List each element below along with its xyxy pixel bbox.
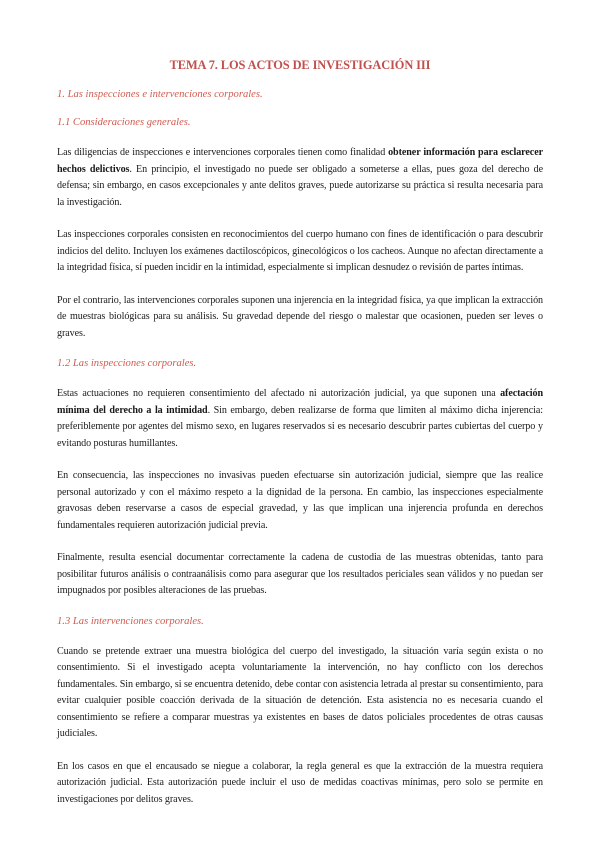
paragraph-2: Las inspecciones corporales consisten en reconocimientos del cuerpo humano con fines de identificación o para descubrir indicios del delito. Incluyen los exámenes dactiloscópicos, ginecológicos o los cacheos. Aunque no afectan directamente a la integridad física, sí pueden incidir en la intimidad, especialmente si implican desnudez o revisión de partes íntimas. — [57, 229, 543, 273]
paragraph-1-bold: obtener información para esclarecer hechos delictivos — [57, 147, 543, 175]
paragraph-1-text-a: Las diligencias de inspecciones e intervenciones corporales tienen como finalidad — [57, 147, 389, 158]
paragraph-4 — [57, 386, 543, 452]
section-heading-1-1: 1.1 Consideraciones generales. — [57, 117, 191, 128]
paragraph-7: Cuando se pretende extraer una muestra biológica del cuerpo del investigado, la situación varía según exista o no consentimiento. Si el investigado acepta voluntariamente la intervención, no hay conflicto con los derechos fundamentales. Sin embargo, si se encuentra detenido, debe contar con asistencia letrada al prestar su consentimiento, para evitar cualquier posible coacción derivada de la situación de detención. Esta asistencia no es necesaria cuando el consentimiento se refiere a comparar muestras ya existentes en bases de datos policiales procedentes de otras causas judiciales. — [57, 645, 543, 739]
paragraph-4-text-c: . Sin embargo, deben realizarse de forma que limiten al máximo dicha injerencia: preferiblemente por agentes del mismo sexo, en lugares reservados si es necesario descubrir partes cubiertas del cuerpo y evitando posturas humillantes. — [57, 404, 543, 449]
document-title: TEMA 7. LOS ACTOS DE INVESTIGACIÓN III — [169, 58, 431, 72]
section-heading-1-2: 1.2 Las inspecciones corporales. — [57, 358, 197, 369]
paragraph-1 — [57, 145, 543, 211]
section-heading-1-3: 1.3 Las intervenciones corporales. — [57, 615, 204, 627]
section-heading-1: 1. Las inspecciones e intervenciones corporales. — [57, 89, 263, 100]
paragraph-4-text-a: Estas actuaciones no requieren consentimiento del afectado ni autorización judicial, ya que suponen una — [57, 388, 501, 399]
paragraph-5: En consecuencia, las inspecciones no invasivas pueden efectuarse sin autorización judicial, siempre que las realice personal autorizado y con el máximo respeto a la dignidad de la persona. En cambio, las inspecciones especialmente gravosas deben reservarse a casos de especial gravedad, y las que implican una injerencia profunda en derechos fundamentales requieren autorización judicial previa. — [57, 470, 543, 531]
paragraph-6: Finalmente, resulta esencial documentar correctamente la cadena de custodia de las muestras obtenidas, tanto para posibilitar futuros análisis o contraanálisis como para asegurar que los resultados periciales sean válidos y no puedan ser impugnados por posibles alteraciones de las pruebas. — [57, 552, 543, 596]
document-page — [57, 58, 543, 824]
paragraph-4-bold: afectación mínima del derecho a la intimidad — [57, 388, 543, 416]
paragraph-3: Por el contrario, las intervenciones corporales suponen una injerencia en la integridad física, ya que implican la extracción de muestras biológicas para su análisis. Su gravedad depende del riesgo o malestar que ocasionen, pueden ser leves o graves. — [57, 294, 543, 339]
paragraph-8: En los casos en que el encausado se niegue a colaborar, la regla general es que la extracción de la muestra requiera autorización judicial. Esta autorización puede incluir el uso de medidas coactivas mínimas, pero solo se permite en investigaciones por delitos graves. — [57, 760, 543, 805]
paragraph-1-text-c: . En principio, el investigado no puede ser obligado a someterse a ellas, pues goza del derecho de defensa; sin embargo, en casos excepcionales y ante delitos graves, puede autorizarse su práctica si resulta necesaria para la investigación. — [57, 163, 543, 208]
